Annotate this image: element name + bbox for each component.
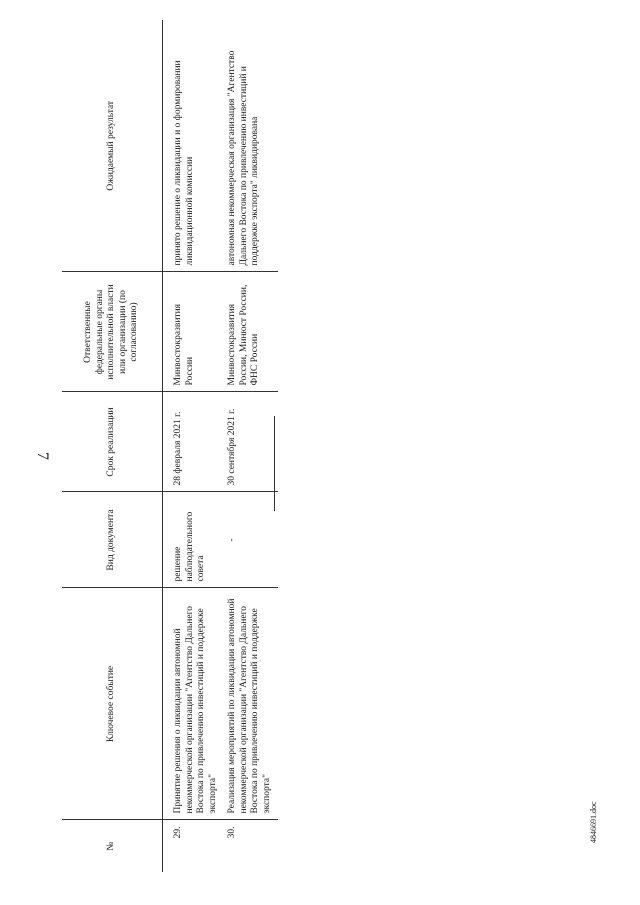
row-key-event: Реализация мероприятий по ликвидации автономной некоммерческой организации "Агентство Дальнего Востока по привлечению инвестиций и поддержке экспорта" xyxy=(223,588,277,820)
header-key-event: Ключевое событие xyxy=(62,588,163,820)
row-expected-result: принято решение о ликвидации и о формировании ликвидационной комиссии xyxy=(163,20,224,272)
rotated-landscape-page xyxy=(62,8,634,882)
header-document-type: Вид документа xyxy=(62,492,163,588)
row-key-event: Принятие решения о ликвидации автономной некоммерческой организации "Агентство Дальнего Востока по привлечению инвестиций и поддержке экспорта" xyxy=(163,588,224,820)
row-responsible-bodies: Минвостокразвития России, Минюст России, ФНС России xyxy=(223,272,277,392)
header-number: № xyxy=(62,820,163,872)
row-number: 30. xyxy=(227,826,238,839)
table-frame xyxy=(62,8,634,882)
table-row xyxy=(223,20,277,872)
header-expected-result: Ожидаемый результат xyxy=(62,20,163,272)
row-number: 29. xyxy=(173,826,183,839)
row-deadline: 28 февраля 2021 г. xyxy=(163,392,224,492)
row-document-type: - xyxy=(223,492,277,588)
table-row xyxy=(163,20,224,872)
row-expected-result: автономная некоммерческая организация "Агентство Дальнего Востока по привлечению инвестиций и поддержке экспорта" ликвидирована xyxy=(223,20,277,272)
row-document-type: решение наблюдательного совета xyxy=(163,492,224,588)
table-header-row xyxy=(62,20,163,872)
end-of-table-rule xyxy=(274,416,275,511)
row-responsible-bodies: Минвостокразвития России xyxy=(163,272,224,392)
header-deadline: Срок реализации xyxy=(62,392,163,492)
key-events-table xyxy=(62,20,278,872)
row-deadline: 30 сентября 2021 г. xyxy=(223,392,277,492)
header-responsible-bodies: Ответственные федеральные органы исполнительной власти или организации (по согласованию) xyxy=(62,272,163,392)
document-reference: 4846691.doc xyxy=(589,801,598,843)
page-number: 7 xyxy=(34,452,51,460)
